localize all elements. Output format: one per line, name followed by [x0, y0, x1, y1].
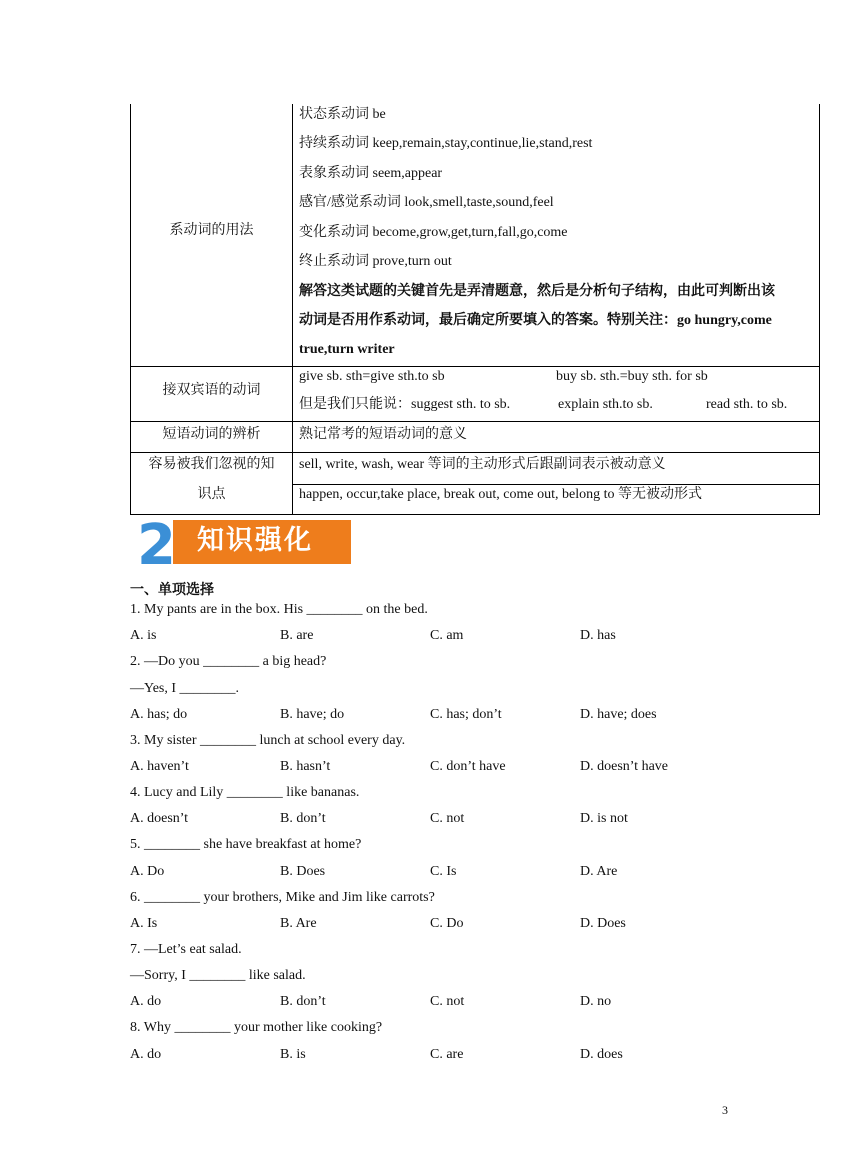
- option: D. is not: [580, 811, 628, 826]
- row-label-linking-verbs: 系动词的用法: [169, 223, 254, 238]
- section-title: 知识强化: [197, 525, 313, 556]
- content-line: give sb. sth=give sth.to sb: [299, 369, 445, 384]
- option: B. don’t: [280, 811, 326, 826]
- option: B. Does: [280, 864, 326, 879]
- option: A. do: [130, 994, 162, 1009]
- question-stem: 6. ________ your brothers, Mike and Jim like carrots?: [130, 890, 435, 905]
- question-stem: 3. My sister ________ lunch at school every day.: [130, 733, 406, 748]
- question-stem: 2. —Do you ________ a big head?: [130, 654, 327, 669]
- content-line: 表象系动词 seem,appear: [299, 166, 443, 181]
- option: C. am: [430, 628, 464, 643]
- option: C. Do: [430, 916, 464, 931]
- content-line: 但是我们只能说：suggest sth. to sb.: [299, 397, 511, 412]
- option: B. Are: [280, 916, 317, 931]
- option: C. are: [430, 1047, 464, 1062]
- table-inner-divider: [292, 484, 820, 485]
- question-stem: —Yes, I ________.: [130, 681, 240, 696]
- table-row-divider: [130, 421, 820, 422]
- option: B. are: [280, 628, 314, 643]
- table-border-bottom: [130, 514, 820, 515]
- question-stem: 8. Why ________ your mother like cooking?: [130, 1020, 383, 1035]
- note-line: 动词是否用作系动词，最后确定所要填入的答案。特别关注：go hungry,come: [299, 313, 772, 328]
- option: D. has: [580, 628, 616, 643]
- option: A. do: [130, 1047, 162, 1062]
- option: B. have; do: [280, 707, 345, 722]
- option: B. don’t: [280, 994, 326, 1009]
- exercise-heading: 一、单项选择: [130, 583, 214, 598]
- content-line: read sth. to sb.: [706, 397, 788, 412]
- question-stem: 4. Lucy and Lily ________ like bananas.: [130, 785, 360, 800]
- content-line: 终止系动词 prove,turn out: [299, 254, 452, 269]
- row-label-double-object: 接双宾语的动词: [162, 383, 261, 398]
- option: B. is: [280, 1047, 306, 1062]
- option: B. hasn’t: [280, 759, 331, 774]
- option: D. doesn’t have: [580, 759, 668, 774]
- option: C. don’t have: [430, 759, 506, 774]
- option: D. have; does: [580, 707, 657, 722]
- option: A. is: [130, 628, 157, 643]
- row-label-overlooked-line2: 识点: [197, 487, 226, 502]
- content-line: 感官/感觉系动词 look,smell,taste,sound,feel: [299, 195, 554, 210]
- note-line: 解答这类试题的关键首先是弄清题意，然后是分析句子结构，由此可判断出该: [299, 284, 775, 299]
- row-label-overlooked-line1: 容易被我们忽视的知: [148, 457, 275, 472]
- section-number: 2: [137, 513, 176, 578]
- content-line: 熟记常考的短语动词的意义: [299, 427, 467, 442]
- option: D. Are: [580, 864, 618, 879]
- option: A. doesn’t: [130, 811, 189, 826]
- question-stem: —Sorry, I ________ like salad.: [130, 968, 306, 983]
- option: C. not: [430, 811, 465, 826]
- option: A. Do: [130, 864, 165, 879]
- table-row-divider: [130, 366, 820, 367]
- content-line: sell, write, wash, wear 等词的主动形式后跟副词表示被动意义: [299, 457, 666, 472]
- table-row-divider: [130, 452, 820, 453]
- content-line: happen, occur,take place, break out, come out, belong to 等无被动形式: [299, 487, 702, 502]
- option: A. Is: [130, 916, 158, 931]
- page-number: 3: [722, 1103, 728, 1117]
- question-stem: 5. ________ she have breakfast at home?: [130, 837, 362, 852]
- content-line: buy sb. sth.=buy sth. for sb: [556, 369, 708, 384]
- content-line: 变化系动词 become,grow,get,turn,fall,go,come: [299, 225, 568, 240]
- option: C. Is: [430, 864, 457, 879]
- question-stem: 7. —Let’s eat salad.: [130, 942, 242, 957]
- row-label-phrasal-verbs: 短语动词的辨析: [162, 427, 261, 442]
- option: A. haven’t: [130, 759, 189, 774]
- option: D. does: [580, 1047, 623, 1062]
- content-line: explain sth.to sb.: [558, 397, 653, 412]
- note-line: true,turn writer: [299, 342, 395, 357]
- option: C. has; don’t: [430, 707, 502, 722]
- question-stem: 1. My pants are in the box. His ________ on the bed.: [130, 602, 428, 617]
- content-line: 状态系动词 be: [299, 107, 386, 122]
- option: D. Does: [580, 916, 626, 931]
- option: C. not: [430, 994, 465, 1009]
- option: A. has; do: [130, 707, 188, 722]
- content-line: 持续系动词 keep,remain,stay,continue,lie,stand,rest: [299, 136, 593, 151]
- option: D. no: [580, 994, 612, 1009]
